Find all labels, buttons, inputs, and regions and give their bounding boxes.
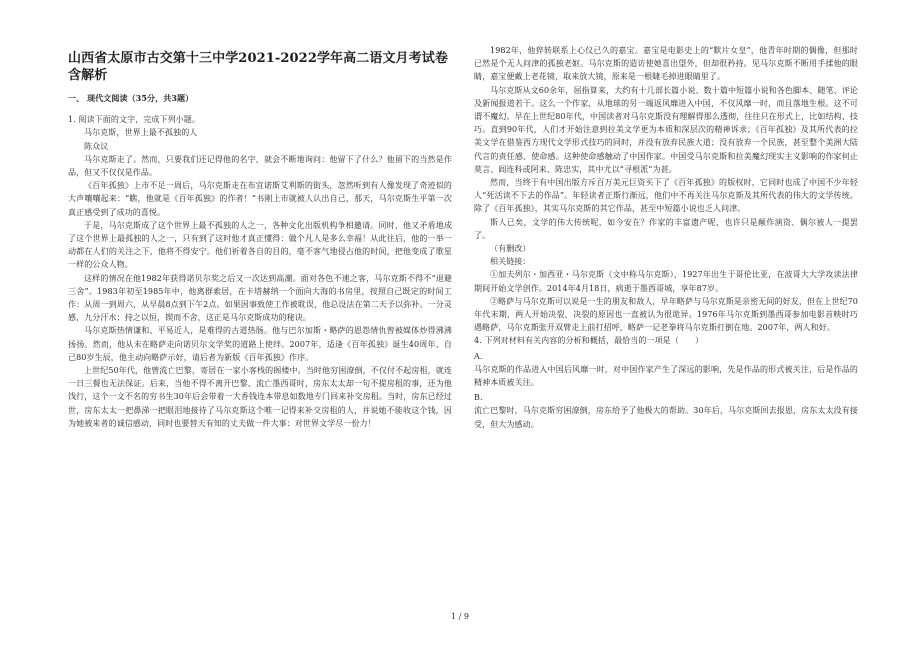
question-intro: 1. 阅读下面的文字，完成下列小题。 (68, 115, 200, 125)
related-item: ②略萨与马尔克斯可以说是一生的朋友和敌人，早年略萨与马尔克斯是亲密无间的好友，但在上世纪70年代末期，两人开始决裂，决裂的原因也一直被认为很诡异。1976年马尔克斯到墨西哥参加电影首映时巧遇略萨，马尔克斯张开双臂走上前打招呼，略萨一记老拳将马尔克斯打倒在地。2007年，两人和好。 (474, 296, 858, 333)
left-column (68, 44, 452, 430)
paragraph: 马尔克斯走了。然而，只要我们还记得他的名字，就会不断地询问：他留下了什么？他留下的当然是作品，但又不仅仅是作品。 (68, 154, 452, 178)
paragraph: 马尔克斯热情谦和、平易近人，是难得的古道热肠。他与巴尔加斯・略萨的恩怨情仇曾被媒体炒得沸沸扬扬。然而，他从未在略萨走向诺贝尔文学奖的道路上使绊。2007年，适逢《百年孤独》诞生40周年、自己80岁生辰，他主动向略萨示好，请后者为新版《百年孤独》作序。 (68, 326, 452, 362)
paragraph: 斯人已矣，文学的伟大传统呢，如今安在？作家的丰富遗产呢，也许只是颠作演资、偶尔被人一提罢了。 (474, 217, 858, 240)
paragraph: 1982年，他猝转联系上心仪已久的嘉宝。嘉宝是电影史上的“默片女皇”，他青年时期的偶像，但那时已然是个无人问津的孤独老妪。马尔克斯的造访使她喜出望外，但却很矜持。见马尔克斯不断用手揉他的眼睛，嘉宝便戴上老花镜、取来放大镜，原来是一根睫毛掉进眼睛里了。 (474, 46, 858, 82)
option-label: A. (474, 351, 483, 361)
related-item: ①加夫列尔・加西亚・马尔克斯（文中称马尔克斯），1927年出生于哥伦比亚，在波哥大大学攻读法律期间开始文学创作。2014年4月18日，病逝于墨西哥城，享年87岁。 (474, 270, 858, 293)
paragraph: 马尔克斯从文60余年，屈指算来，大约有十几部长篇小说、数十篇中短篇小说和各色脚本、随笔、评论及新闻报道若干。这么一个作家，从地球的另一端返风靡进入中国，不仅风靡一时，而且落地生根。这不可谓不魔幻。早在上世纪80年代，中国读者对马尔克斯没有理解得那么透彻，往往只在形式上，比如结构、技巧。直到90年代，人们才开始注意到拉美文学更为本质和深层次的精神诉求；《百年孤独》及其所代表的拉美文学在借鉴西方现代文学形式技巧的同时，并没有放弃民族大道；没有放弃一个民族，甚至整个美洲大陆代言的责任感、使命感。这种使命感触动了中国作家。中国受马尔克斯和拉美魔幻现实主义影响的作家何止莫言、阎连科或阿来、陈忠实，其中尤以“寻根派”为甚。 (474, 85, 858, 174)
deleted-note: （有删改） (490, 244, 531, 254)
page-number: 1 / 9 (451, 612, 469, 621)
article-author: 陈众议 (84, 141, 109, 151)
article-title: 马尔克斯，世界上最不孤独的人 (84, 128, 198, 138)
option-label: B. (474, 393, 483, 403)
option-text: 流亡巴黎时，马尔克斯穷困潦倒，房东给予了他极大的帮助。30年后，马尔克斯回去报恩，房东太太没有接受，但大为感动。 (474, 406, 858, 429)
right-column (474, 44, 858, 431)
paragraph: 然而，当终于有中国出版方斥百万美元巨资买下了《百年孤独》的版权时，它同时也成了中国不少年轻人“死活读不下去的作品”。年轻读者正斯行渐远，他们中不再关注马尔克斯及其所代表的伟大的文学传统。除了《百年孤独》，其实马尔克斯的其它作品，甚至中短篇小说也乏人问津。 (474, 178, 858, 214)
paragraph: 于是，马尔克斯成了这个世界上最不孤独的人之一，各种文化出版机构争相邀请。同时，他又矛盾地成了这个世界上最孤独的人之一，只有到了这时他才真正懂得：做个凡人是多么幸福！从此往后，他的一举一动都在人们的关注之下，他将不得安宁。他们祈着各自的目的，毫不客气地侵占他的时间，把他变成了歌星一样的公众人物。 (68, 220, 452, 270)
related-links-label: 相关链接： (490, 257, 531, 267)
paragraph: 《百年孤独》上市不足一周后，马尔克斯走在布宜诺斯艾利斯的街头，忽然听到有人像发现了奇迹似的大声嚷嚷起来：“瞧，他就是《百年孤独》的作者！”书刚上市就被人认出自己，那天，马尔克斯生平第一次真正感受到了成功的喜悦。 (68, 181, 452, 217)
section-heading: 一、 现代文阅读（35分，共3题） (68, 93, 194, 103)
paragraph: 上世纪50年代，他曾流亡巴黎，寄居在一家小客栈的阁楼中。当时他穷困潦倒，不仅付不起房租，就连一日三餐也无法保证。后来，当他不得不离开巴黎、流亡墨西哥时，房东太太却一句不提房租的事，还为他饯行，这个一文不名的穷书生30年后会带着一大香钱连本带息如数地专门回来补交房租。当时，房东已经过世，房东太太一把鼻涕一把眼泪地接待了马尔克斯这个唯一记得来补交房租的人，并说她不能收这个钱，因为她被来者的诚信感动，同时也要替天有知的丈夫做一件大事：对世界文学尽一份力！ (68, 366, 452, 428)
option-text: 马尔克斯的作品进入中国后风靡一时，对中国作家产生了深远的影响，先是作品的形式被关注，后是作品的精神本质被关注。 (474, 364, 858, 388)
question-4: 4. 下列对材料有关内容的分析和概括，最恰当的一项是（ ） (474, 336, 704, 346)
page-title: 山西省太原市古交第十三中学2021-2022学年高二语文月考试卷含解析 (68, 51, 448, 83)
paragraph: 这样的情况在他1982年获得诺贝尔奖之后又一次达到高潮。面对各色不速之客，马尔克斯不得不“退避三舍”。1983年初至1985年中，他离群索居，在卡塔赫纳一个面向大海的书房里，按照自己既定的时间工作：从周一到周六，从早晨8点到下午2点。如果因事致使工作被耽误，他总设法在第二天予以弥补。一分灵感，九分汗水；持之以恒，锲而不舍，这正是马尔克斯成功的秘诀。 (68, 273, 452, 323)
